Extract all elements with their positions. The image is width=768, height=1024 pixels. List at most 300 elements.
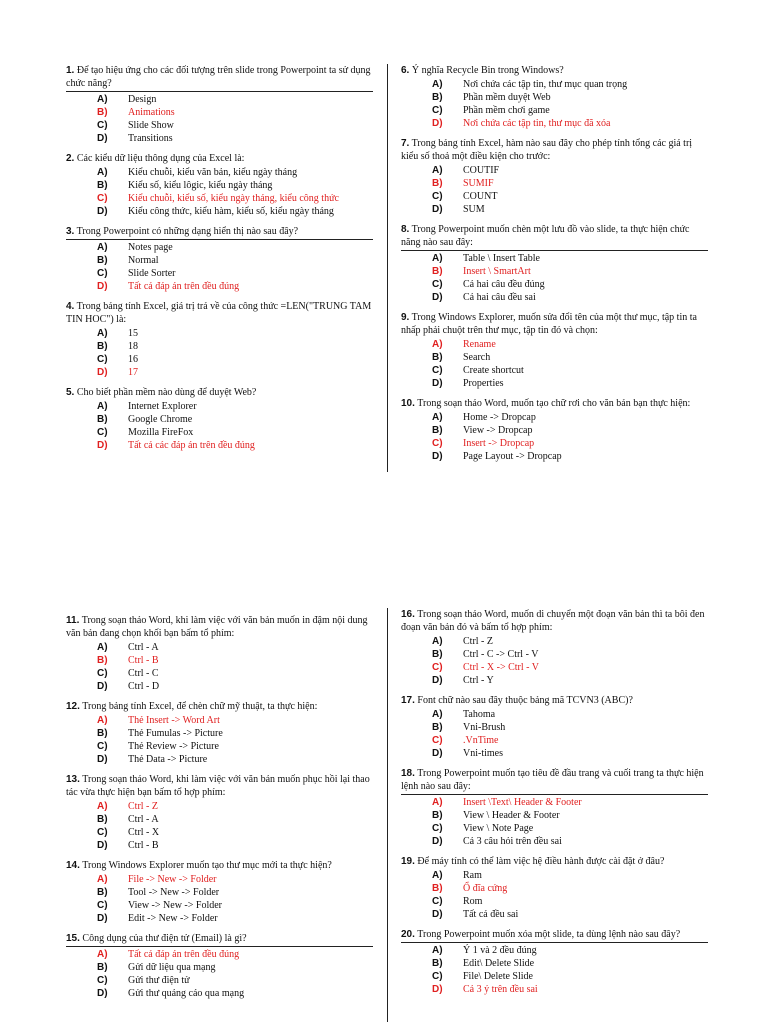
option-letter: A) xyxy=(97,242,108,253)
option-letter: B) xyxy=(97,655,108,666)
answer-option xyxy=(401,164,708,177)
option-letter: B) xyxy=(97,107,108,118)
answer-option-correct xyxy=(66,366,373,379)
question-item xyxy=(66,64,373,145)
question-prompt: Trong bảng tính Excel, giá trị trả về của công thức =LEN("TRUNG TAM TIN HOC") là: xyxy=(66,301,372,325)
option-letter: C) xyxy=(97,120,108,131)
answer-option-correct xyxy=(66,948,373,961)
option-letter: B) xyxy=(432,92,443,103)
answer-option xyxy=(401,377,708,390)
answer-option xyxy=(401,190,708,203)
answer-option xyxy=(401,203,708,216)
option-letter: C) xyxy=(97,741,108,752)
answer-option xyxy=(66,839,373,852)
answer-option xyxy=(401,78,708,91)
option-letter: C) xyxy=(97,268,108,279)
option-letter: A) xyxy=(432,253,443,264)
option-letter: A) xyxy=(97,949,108,960)
question-item xyxy=(66,225,373,293)
option-letter: A) xyxy=(97,715,108,726)
question-prompt: Trong Windows Explorer, muốn sửa đổi tên của một thư mục, tập tin ta nhấp phải chuột trên thư mục, tập tin đó và chọn: xyxy=(401,312,697,336)
question-number: 7. xyxy=(401,138,410,149)
option-letter: B) xyxy=(432,352,443,363)
question-number: 14. xyxy=(66,860,80,871)
option-text: Mozilla FireFox xyxy=(128,427,194,438)
option-text: Internet Explorer xyxy=(128,401,197,412)
answer-option-correct xyxy=(66,873,373,886)
question-text xyxy=(66,932,373,947)
answer-option xyxy=(401,278,708,291)
answer-option-correct xyxy=(66,800,373,813)
answer-option xyxy=(401,674,708,687)
quiz-column-bottom-right xyxy=(401,608,708,1003)
option-letter: A) xyxy=(432,709,443,720)
option-letter: A) xyxy=(432,797,443,808)
question-number: 3. xyxy=(66,226,75,237)
question-item xyxy=(401,855,708,921)
answer-option xyxy=(66,132,373,145)
question-number: 17. xyxy=(401,695,415,706)
question-prompt: Ý nghĩa Recycle Bin trong Windows? xyxy=(411,65,564,76)
answer-option-correct xyxy=(66,654,373,667)
option-text: Slide Show xyxy=(128,120,174,131)
question-text xyxy=(66,386,373,399)
question-number: 15. xyxy=(66,933,80,944)
question-number: 18. xyxy=(401,768,415,779)
option-letter: D) xyxy=(97,681,108,692)
question-number: 2. xyxy=(66,153,75,164)
question-text xyxy=(66,152,373,165)
answer-option xyxy=(66,886,373,899)
answer-option xyxy=(66,241,373,254)
option-text: View \ Note Page xyxy=(463,823,534,834)
option-letter: A) xyxy=(97,328,108,339)
option-letter: D) xyxy=(432,378,443,389)
option-text: Tahoma xyxy=(463,709,496,720)
option-letter: C) xyxy=(432,438,443,449)
option-letter: A) xyxy=(432,79,443,90)
question-text xyxy=(401,223,708,251)
option-text: Ctrl - A xyxy=(128,642,159,653)
option-text: File\ Delete Slide xyxy=(463,971,533,982)
option-text: Search xyxy=(463,352,491,363)
option-letter: D) xyxy=(432,675,443,686)
question-number: 20. xyxy=(401,929,415,940)
answer-option xyxy=(401,970,708,983)
question-text xyxy=(66,773,373,799)
option-text: Ctrl - Y xyxy=(463,675,494,686)
answer-option xyxy=(401,450,708,463)
question-text xyxy=(66,700,373,713)
question-item xyxy=(66,152,373,218)
quiz-column-bottom-left xyxy=(66,614,373,1007)
answer-option xyxy=(401,708,708,721)
answer-option-correct xyxy=(401,177,708,190)
answer-option xyxy=(66,826,373,839)
option-text: Cả hai câu đều đúng xyxy=(463,279,545,290)
option-text: Ổ đĩa cứng xyxy=(463,883,508,894)
option-text: Nơi chứa các tập tin, thư mục đã xóa xyxy=(463,118,611,129)
option-text: Gửi dữ liệu qua mạng xyxy=(128,962,216,973)
answer-option xyxy=(401,291,708,304)
question-item xyxy=(401,64,708,130)
question-text xyxy=(401,397,708,410)
question-item xyxy=(66,300,373,379)
option-text: Normal xyxy=(128,255,159,266)
option-letter: C) xyxy=(432,896,443,907)
option-letter: D) xyxy=(97,754,108,765)
question-number: 1. xyxy=(66,65,75,76)
option-letter: A) xyxy=(97,874,108,885)
option-text: Cả 3 câu hỏi trên đều sai xyxy=(463,836,562,847)
question-item xyxy=(66,859,373,925)
question-number: 10. xyxy=(401,398,415,409)
option-letter: D) xyxy=(97,367,108,378)
question-item xyxy=(66,932,373,1000)
question-item xyxy=(401,137,708,216)
question-number: 16. xyxy=(401,609,415,620)
answer-option xyxy=(66,340,373,353)
option-letter: B) xyxy=(97,728,108,739)
question-prompt: Trong bảng tính Excel, để chèn chữ mỹ thuật, ta thực hiện: xyxy=(82,701,318,712)
question-item xyxy=(66,614,373,693)
answer-option xyxy=(66,93,373,106)
option-text: Ctrl - B xyxy=(128,655,159,666)
option-text: Create shortcut xyxy=(463,365,524,376)
option-letter: C) xyxy=(97,827,108,838)
question-text xyxy=(401,855,708,868)
answer-option xyxy=(66,753,373,766)
option-text: COUTIF xyxy=(463,165,500,176)
question-number: 6. xyxy=(401,65,410,76)
question-prompt: Trong Powerpoint muốn xóa một slide, ta dùng lệnh nào sau đây? xyxy=(417,929,681,940)
option-letter: C) xyxy=(97,193,108,204)
option-text: Gửi thư quảng cáo qua mạng xyxy=(128,988,245,999)
option-letter: B) xyxy=(432,266,443,277)
answer-option xyxy=(66,267,373,280)
answer-option xyxy=(401,809,708,822)
option-text: Tất cả đáp án trên đều đúng xyxy=(128,281,240,292)
answer-option xyxy=(401,944,708,957)
option-text: Ctrl - X -> Ctrl - V xyxy=(463,662,540,673)
option-letter: B) xyxy=(97,341,108,352)
option-text: Nơi chứa các tập tin, thư mục quan trọng xyxy=(463,79,628,90)
question-prompt: Trong soạn thảo Word, khi làm việc với văn bản muốn phục hồi lại thao tác vừa thực hiện bạn bấm tổ hợp phím: xyxy=(66,774,370,798)
question-number: 13. xyxy=(66,774,80,785)
answer-option-correct xyxy=(401,796,708,809)
option-text: Kiểu số, kiểu lôgic, kiểu ngày tháng xyxy=(128,180,273,191)
question-item xyxy=(66,386,373,452)
question-number: 12. xyxy=(66,701,80,712)
option-text: Page Layout -> Dropcap xyxy=(463,451,562,462)
option-text: Ctrl - A xyxy=(128,814,159,825)
answer-option xyxy=(401,747,708,760)
option-text: Phần mềm chơi game xyxy=(463,105,550,116)
question-text xyxy=(66,614,373,640)
column-divider-bottom xyxy=(387,608,388,1022)
question-item xyxy=(401,397,708,463)
question-item xyxy=(66,773,373,852)
option-letter: C) xyxy=(97,427,108,438)
question-item xyxy=(401,694,708,760)
option-letter: D) xyxy=(432,748,443,759)
question-number: 19. xyxy=(401,856,415,867)
answer-option xyxy=(401,721,708,734)
answer-option xyxy=(66,426,373,439)
answer-option xyxy=(66,961,373,974)
option-letter: C) xyxy=(432,823,443,834)
question-text xyxy=(401,928,708,943)
option-text: Google Chrome xyxy=(128,414,193,425)
option-letter: A) xyxy=(97,801,108,812)
option-letter: B) xyxy=(432,958,443,969)
column-divider-top xyxy=(387,64,388,472)
answer-option xyxy=(66,974,373,987)
question-text xyxy=(401,767,708,795)
answer-option xyxy=(66,667,373,680)
question-prompt: Trong soạn thảo Word, muốn tạo chữ rơi cho văn bản bạn thực hiện: xyxy=(417,398,691,409)
option-letter: C) xyxy=(97,975,108,986)
question-number: 11. xyxy=(66,615,80,626)
answer-option-correct xyxy=(66,280,373,293)
answer-option xyxy=(66,813,373,826)
option-letter: D) xyxy=(97,840,108,851)
answer-option xyxy=(401,351,708,364)
question-text xyxy=(401,311,708,337)
option-text: Thẻ Data -> Picture xyxy=(128,754,208,765)
answer-option xyxy=(401,411,708,424)
option-text: Tất cả đáp án trên đều đúng xyxy=(128,949,240,960)
option-text: Insert -> Dropcap xyxy=(463,438,535,449)
answer-option-correct xyxy=(401,661,708,674)
option-text: Ctrl - X xyxy=(128,827,160,838)
option-text: Kiểu chuỗi, kiểu văn bản, kiểu ngày tháng xyxy=(128,167,298,178)
question-prompt: Trong Windows Explorer muốn tạo thư mục mới ta thực hiện? xyxy=(82,860,332,871)
option-letter: C) xyxy=(432,279,443,290)
option-letter: B) xyxy=(97,962,108,973)
question-prompt: Để tạo hiệu ứng cho các đối tượng trên slide trong Powerpoint ta sử dụng chức năng? xyxy=(66,65,371,89)
question-item xyxy=(401,223,708,304)
option-letter: C) xyxy=(97,354,108,365)
option-letter: B) xyxy=(97,887,108,898)
answer-option xyxy=(401,895,708,908)
quiz-column-top-left xyxy=(66,64,373,459)
option-text: Ctrl - B xyxy=(128,840,159,851)
answer-option xyxy=(401,104,708,117)
answer-option xyxy=(401,835,708,848)
option-text: Ctrl - D xyxy=(128,681,160,692)
answer-option-correct xyxy=(66,192,373,205)
question-prompt: Trong Powerpoint muốn chèn một lưu đồ vào slide, ta thực hiện chức năng nào sau đây: xyxy=(401,224,690,248)
answer-option-correct xyxy=(66,714,373,727)
question-number: 8. xyxy=(401,224,410,235)
question-text xyxy=(66,300,373,326)
option-text: 16 xyxy=(128,354,138,365)
answer-option xyxy=(66,727,373,740)
question-text xyxy=(401,608,708,634)
answer-option xyxy=(66,899,373,912)
option-text: 18 xyxy=(128,341,138,352)
option-text: Kiểu chuỗi, kiểu số, kiểu ngày tháng, kiểu công thức xyxy=(128,193,339,204)
option-text: Ctrl - C -> Ctrl - V xyxy=(463,649,539,660)
option-letter: B) xyxy=(432,649,443,660)
option-letter: D) xyxy=(97,913,108,924)
option-text: Home -> Dropcap xyxy=(463,412,536,423)
question-text xyxy=(401,137,708,163)
option-text: View -> New -> Folder xyxy=(128,900,222,911)
question-prompt: Công dụng của thư điện tử (Email) là gì? xyxy=(82,933,247,944)
option-text: Ctrl - Z xyxy=(128,801,158,812)
option-letter: D) xyxy=(97,281,108,292)
option-text: Ram xyxy=(463,870,482,881)
question-text xyxy=(66,64,373,92)
question-prompt: Trong soạn thảo Word, khi làm việc với văn bản muốn in đậm nội dung văn bản đang chọn khối bạn bấm tổ phím: xyxy=(66,615,368,639)
option-letter: B) xyxy=(97,255,108,266)
option-letter: A) xyxy=(97,642,108,653)
option-letter: D) xyxy=(432,909,443,920)
option-text: Kiểu công thức, kiểu hàm, kiểu số, kiểu ngày tháng xyxy=(128,206,334,217)
option-letter: B) xyxy=(432,810,443,821)
option-text: Phần mềm duyệt Web xyxy=(463,92,551,103)
option-text: SUM xyxy=(463,204,485,215)
answer-option xyxy=(66,353,373,366)
option-text: Thẻ Fumulas -> Picture xyxy=(128,728,223,739)
answer-option-correct xyxy=(401,338,708,351)
option-text: Vni-times xyxy=(463,748,503,759)
option-text: Ý 1 và 2 đều đúng xyxy=(463,945,537,956)
option-letter: C) xyxy=(432,191,443,202)
answer-option-correct xyxy=(401,117,708,130)
option-text: View -> Dropcap xyxy=(463,425,533,436)
option-letter: A) xyxy=(97,167,108,178)
option-letter: D) xyxy=(432,836,443,847)
option-letter: B) xyxy=(432,722,443,733)
option-text: Cả hai câu đều sai xyxy=(463,292,536,303)
answer-option xyxy=(401,424,708,437)
option-text: Cả 3 ý trên đều sai xyxy=(463,984,538,995)
answer-option xyxy=(66,413,373,426)
option-text: View \ Header & Footer xyxy=(463,810,560,821)
answer-option-correct xyxy=(66,439,373,452)
question-text xyxy=(66,225,373,240)
answer-option xyxy=(401,364,708,377)
option-text: Rename xyxy=(463,339,496,350)
answer-option xyxy=(66,205,373,218)
answer-option xyxy=(401,648,708,661)
answer-option xyxy=(66,327,373,340)
option-text: Insert \Text\ Header & Footer xyxy=(463,797,582,808)
question-text xyxy=(401,694,708,707)
option-text: 17 xyxy=(128,367,138,378)
answer-option-correct xyxy=(401,983,708,996)
option-text: COUNT xyxy=(463,191,498,202)
option-letter: B) xyxy=(432,178,443,189)
option-text: Tất cả đều sai xyxy=(463,909,519,920)
question-prompt: Để máy tính có thể làm việc hệ điều hành được cài đặt ở đâu? xyxy=(417,856,665,867)
answer-option xyxy=(401,822,708,835)
answer-option xyxy=(66,987,373,1000)
option-text: Tool -> New -> Folder xyxy=(128,887,220,898)
question-number: 5. xyxy=(66,387,75,398)
question-number: 9. xyxy=(401,312,410,323)
option-letter: B) xyxy=(97,814,108,825)
option-text: Edit\ Delete Slide xyxy=(463,958,535,969)
question-prompt: Cho biết phần mềm nào dùng để duyệt Web? xyxy=(76,387,257,398)
answer-option xyxy=(66,400,373,413)
option-text: Properties xyxy=(463,378,504,389)
option-text: Table \ Insert Table xyxy=(463,253,540,264)
option-letter: C) xyxy=(432,662,443,673)
option-letter: A) xyxy=(432,412,443,423)
option-letter: C) xyxy=(432,971,443,982)
answer-option xyxy=(66,254,373,267)
option-text: File -> New -> Folder xyxy=(128,874,217,885)
option-letter: B) xyxy=(432,425,443,436)
option-letter: D) xyxy=(432,292,443,303)
option-letter: D) xyxy=(97,206,108,217)
option-letter: D) xyxy=(432,451,443,462)
question-prompt: Các kiểu dữ liệu thông dụng của Excel là: xyxy=(76,153,245,164)
option-letter: A) xyxy=(97,401,108,412)
question-text xyxy=(401,64,708,77)
option-letter: A) xyxy=(432,339,443,350)
answer-option-correct xyxy=(401,265,708,278)
answer-option xyxy=(66,740,373,753)
question-prompt: Trong bảng tính Excel, hàm nào sau đây cho phép tính tổng các giá trị kiểu số thoả một điều kiện cho trước: xyxy=(401,138,693,162)
option-letter: A) xyxy=(97,94,108,105)
question-number: 4. xyxy=(66,301,75,312)
option-text: Thẻ Insert -> Word Art xyxy=(128,715,220,726)
option-letter: D) xyxy=(432,118,443,129)
option-text: Rom xyxy=(463,896,483,907)
quiz-column-top-right xyxy=(401,64,708,470)
question-item xyxy=(401,928,708,996)
option-text: Vni-Brush xyxy=(463,722,506,733)
option-text: Gửi thư điện tử xyxy=(128,975,190,986)
answer-option xyxy=(401,635,708,648)
option-letter: C) xyxy=(432,105,443,116)
option-letter: C) xyxy=(432,735,443,746)
option-text: .VnTime xyxy=(463,735,499,746)
answer-option xyxy=(401,869,708,882)
question-prompt: Trong soạn thảo Word, muốn di chuyển một đoạn văn bản thì ta bôi đen đoạn văn bản đó và bấm tổ hợp phím: xyxy=(401,609,705,633)
answer-option-correct xyxy=(401,734,708,747)
option-text: 15 xyxy=(128,328,138,339)
option-letter: A) xyxy=(432,870,443,881)
option-text: Design xyxy=(128,94,157,105)
answer-option-correct xyxy=(66,106,373,119)
option-letter: A) xyxy=(432,636,443,647)
answer-option xyxy=(401,908,708,921)
answer-option xyxy=(66,680,373,693)
option-letter: D) xyxy=(97,988,108,999)
option-text: Tất cả các đáp án trên đều đúng xyxy=(128,440,255,451)
option-text: Slide Sorter xyxy=(128,268,176,279)
option-letter: D) xyxy=(432,984,443,995)
option-letter: C) xyxy=(97,900,108,911)
question-text xyxy=(66,859,373,872)
option-text: Transitions xyxy=(128,133,173,144)
option-letter: A) xyxy=(432,945,443,956)
option-letter: B) xyxy=(97,180,108,191)
option-letter: B) xyxy=(97,414,108,425)
question-item xyxy=(401,311,708,390)
option-text: SUMIF xyxy=(463,178,494,189)
answer-option xyxy=(66,641,373,654)
option-text: Insert \ SmartArt xyxy=(463,266,531,277)
answer-option xyxy=(401,91,708,104)
option-letter: C) xyxy=(97,668,108,679)
